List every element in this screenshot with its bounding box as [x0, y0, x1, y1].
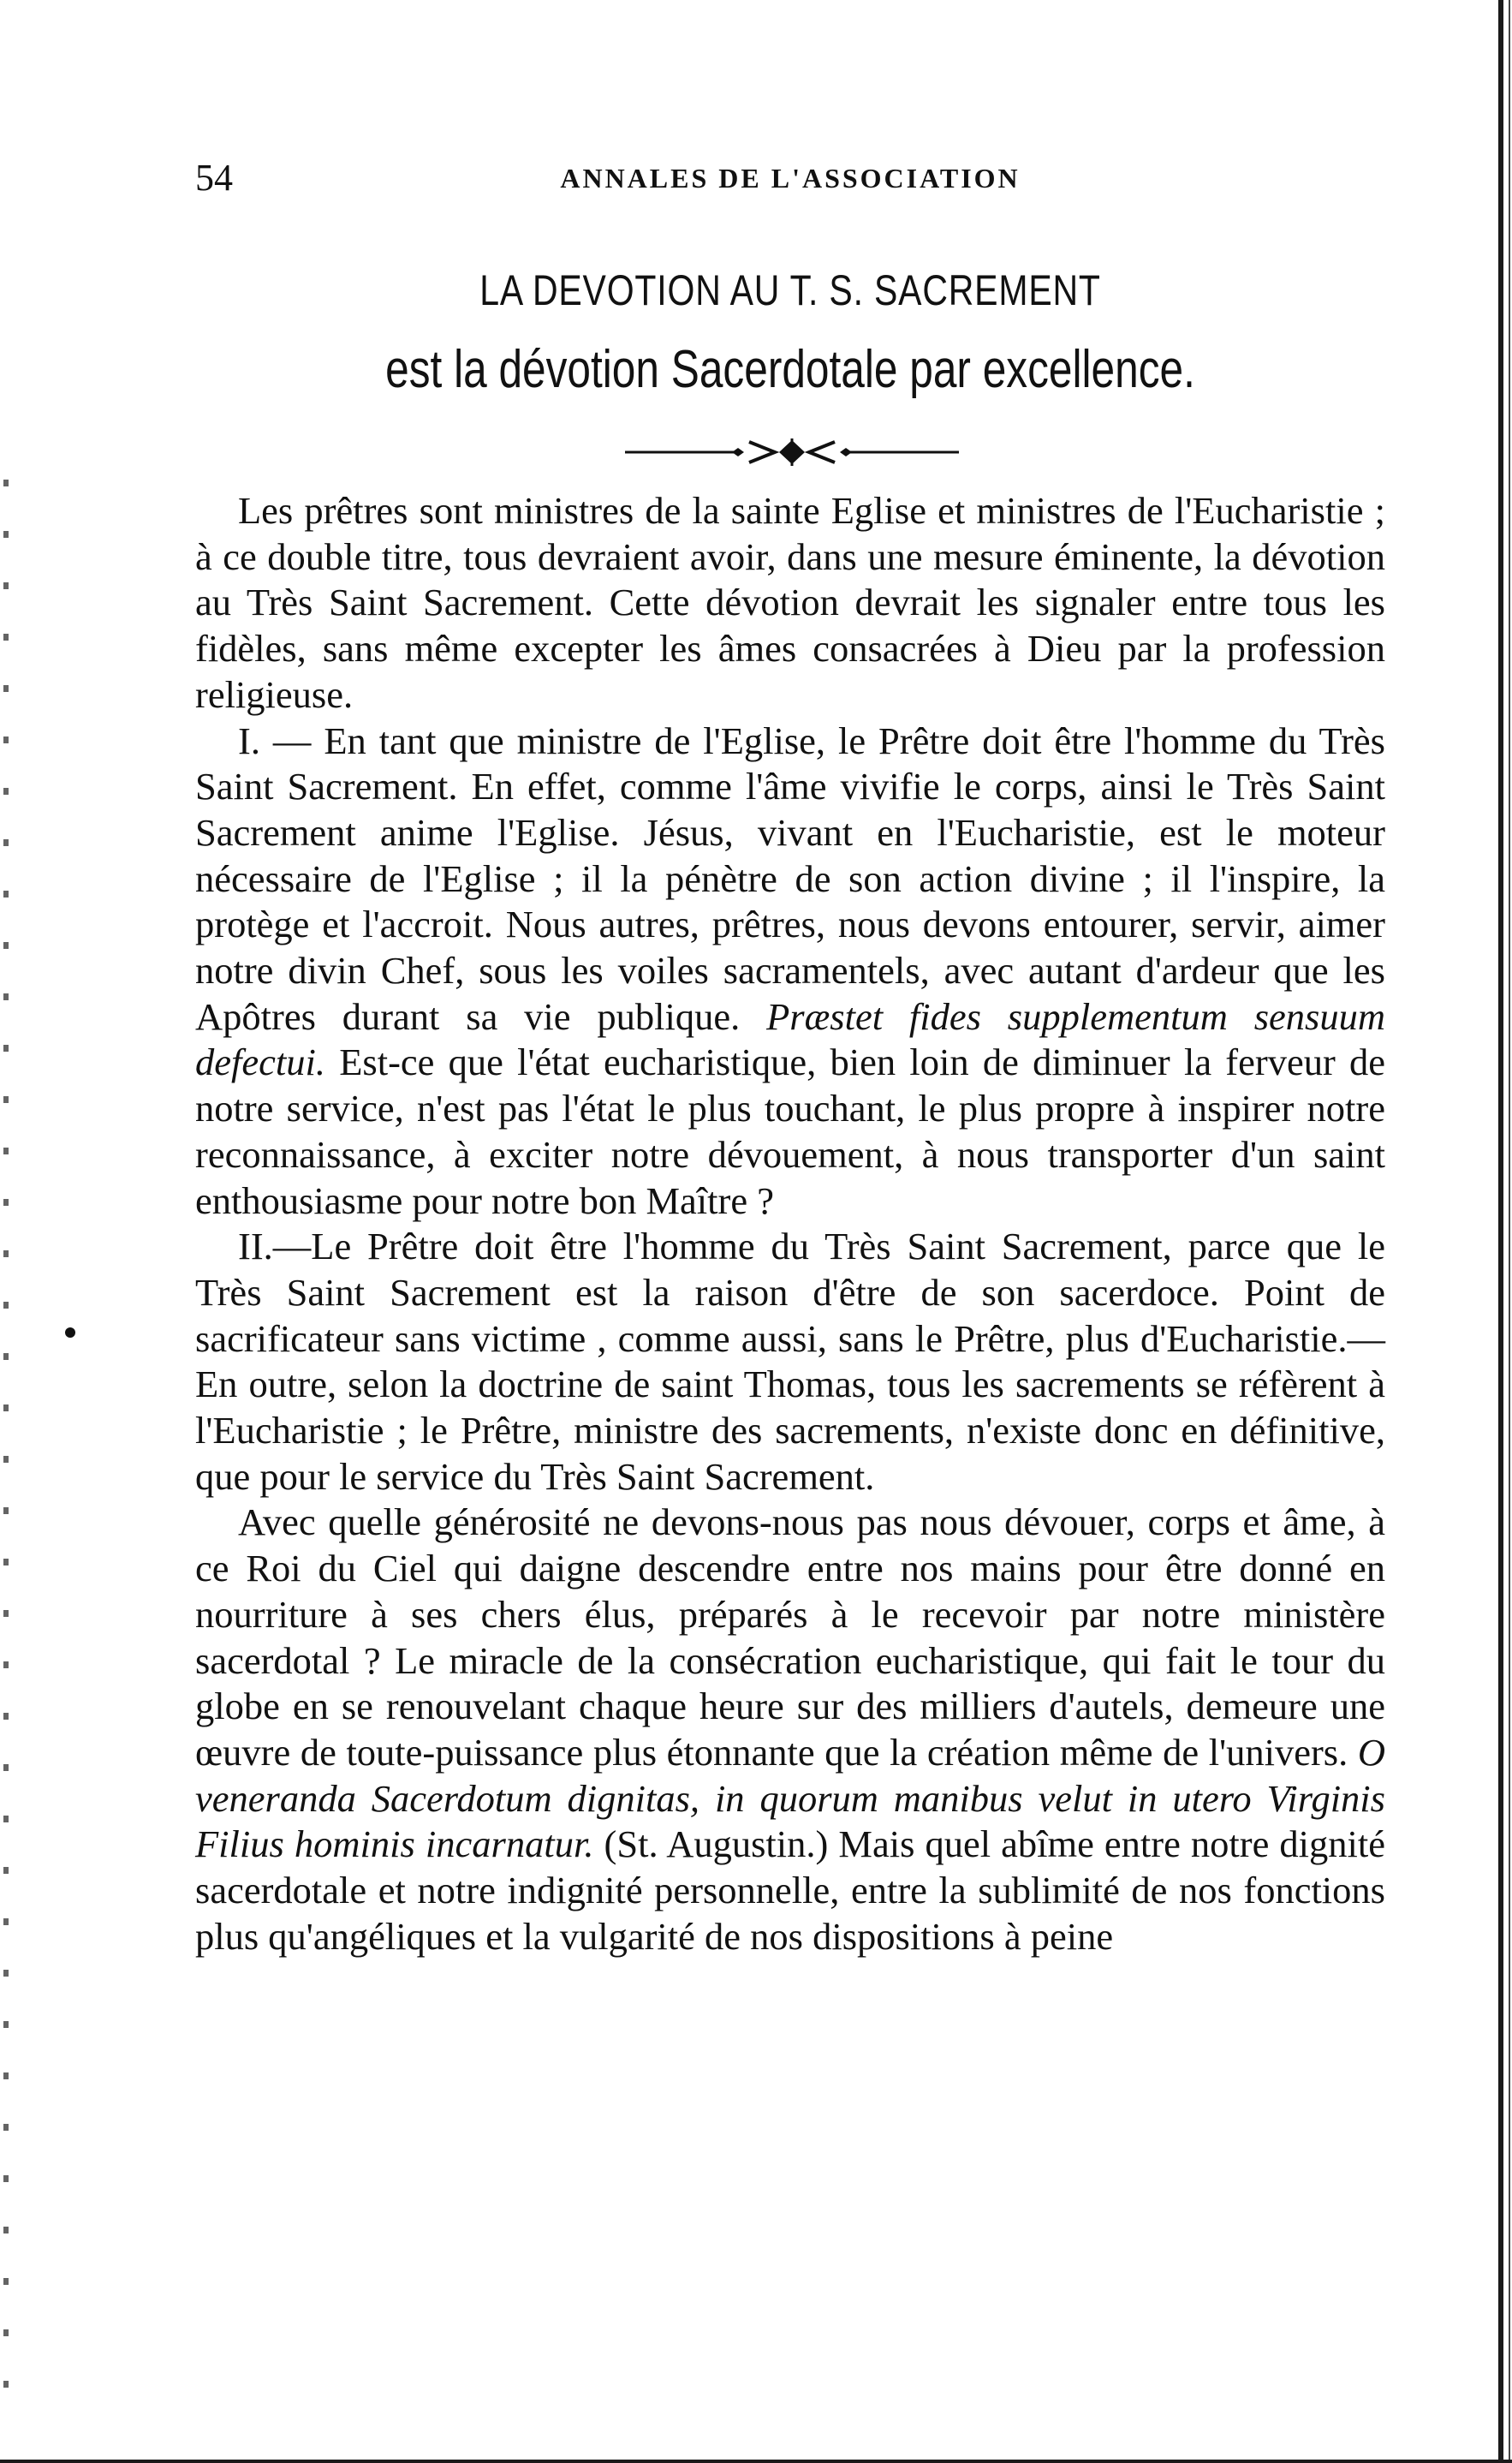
paragraph-text: Avec quelle générosité ne devons-nous pas nous dévouer, corps et âme, à ce Roi du Ciel qui daigne descendre entre nos mains pour être donné en nourriture à ses chers élus, préparés à le recevoir par notre ministère sacerdotal ? Le miracle de la consécration eucharistique, qui fait le tour du globe en se renouvelant chaque heure sur des milliers d'autels, demeure une œuvre de toute-puissance plus étonnante que la création même de l'univers. — [195, 1500, 1385, 1774]
paragraph-text: (St. Augustin.) Mais quel abîme entre notre dignité sacerdotale et notre indignité personnelle, entre la sublimité de nos fonctions plus qu'angéliques et la vulgarité de nos dispositions à peine — [195, 1822, 1386, 1958]
article-body — [195, 488, 1385, 1960]
page-number: 54 — [195, 157, 233, 199]
article-subtitle: est la dévotion Sacerdotale par excellence. — [385, 340, 1195, 399]
running-head — [195, 156, 1385, 207]
paragraph-section-1 — [195, 719, 1385, 1225]
decorative-divider-icon — [625, 435, 959, 469]
scan-speckles-left — [3, 480, 9, 2406]
latin-quote: O veneranda Sacerdotum dignitas, in quorum manibus velut in utero Virginis Filius hominis incarnatur. — [195, 1730, 1385, 1866]
paragraph-devotion — [195, 1500, 1385, 1959]
scan-edge-right — [1498, 0, 1503, 2463]
article-title: LA DEVOTION AU T. S. SACREMENT — [479, 266, 1101, 314]
ink-dot — [65, 1327, 75, 1338]
latin-quote: Præstet fides supplementum sensuum defectui. — [195, 994, 1385, 1084]
scan-edge-bottom — [0, 2460, 1512, 2463]
scan-edge-right-thin — [1509, 0, 1510, 2463]
paragraph-text: Est-ce que l'état eucharistique, bien loin de diminuer la ferveur de notre service, n'est pas l'état le plus touchant, le plus propre à inspirer notre reconnaissance, à exciter notre dévouement, à nous transporter d'un saint enthousiasme pour notre bon Maître ? — [195, 1041, 1385, 1222]
paragraph-intro: Les prêtres sont ministres de la sainte Eglise et ministres de l'Eucharistie ; à ce double titre, tous devraient avoir, dans une mesure éminente, la dévotion au Très Saint Sacrement. Cette dévotion devrait les signaler entre tous les fidèles, sans même excepter les âmes consacrées à Dieu par la profession religieuse. — [195, 489, 1385, 716]
running-title: ANNALES DE L'ASSOCIATION — [560, 163, 1021, 194]
paragraph-section-2: II.—Le Prêtre doit être l'homme du Très Saint Sacrement, parce que le Très Saint Sacrement est la raison d'être de son sacerdoce. Point de sacrificateur sans victime , comme aussi, sans le Prêtre, plus d'Eucharistie.—En outre, selon la doctrine de saint Thomas, tous les sacrements se réfèrent à l'Eucharistie ; le Prêtre, ministre des sacrements, n'existe donc en définitive, que pour le service du Très Saint Sacrement. — [195, 1225, 1385, 1498]
paragraph-text: I. — En tant que ministre de l'Eglise, le Prêtre doit être l'homme du Très Saint Sacrement. En effet, comme l'âme vivifie le corps, ainsi le Très Saint Sacrement anime l'Eglise. Jésus, vivant en l'Eucharistie, est le moteur nécessaire de l'Eglise ; il la pénètre de son action divine ; il l'inspire, la protège et l'accroit. Nous autres, prêtres, nous devons entourer, servir, aimer notre divin Chef, sous les voiles sacramentels, avec autant d'ardeur que les Apôtres durant sa vie publique. — [195, 719, 1385, 1038]
